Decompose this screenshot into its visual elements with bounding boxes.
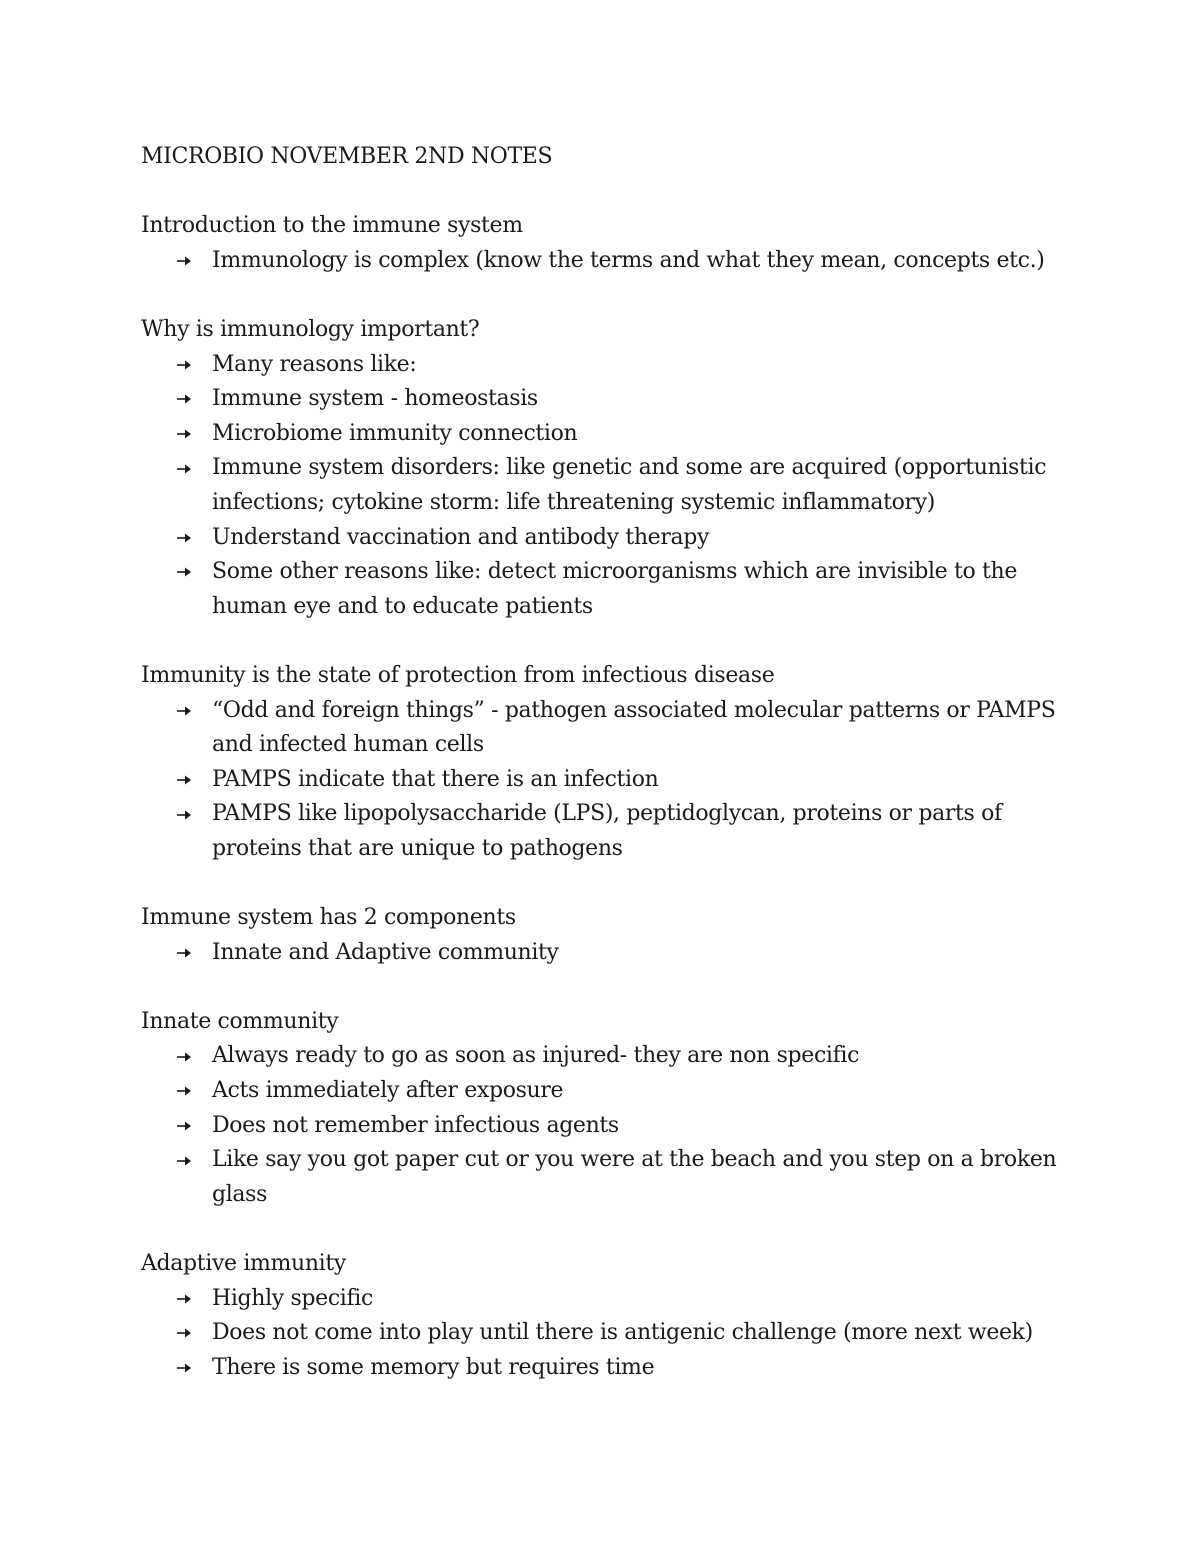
notes-section-3	[141, 659, 1071, 867]
right-arrow-icon	[176, 348, 212, 383]
bullet-text: Does not remember infectious agents	[212, 1112, 619, 1138]
right-arrow-icon	[176, 1316, 212, 1351]
bullet-text: There is some memory but requires time	[212, 1354, 655, 1380]
section-heading: Innate community	[141, 1008, 339, 1034]
right-arrow-icon	[176, 694, 212, 729]
notes-section-6	[141, 1247, 1071, 1385]
right-arrow-icon	[176, 797, 212, 832]
bullet-text: Immunology is complex (know the terms and what they mean, concepts etc.)	[212, 247, 1045, 273]
bullet-text: Immune system - homeostasis	[212, 386, 538, 412]
notes-section-1	[141, 209, 1071, 278]
list-item	[141, 244, 1071, 279]
bullet-text: Highly specific	[212, 1285, 373, 1311]
bullet-text: Microbiome immunity connection	[212, 420, 578, 446]
notes-section-4	[141, 901, 1071, 970]
bullet-text: Many reasons like:	[212, 351, 417, 377]
list-item	[141, 1039, 1071, 1074]
right-arrow-icon	[176, 451, 212, 486]
section-heading: Adaptive immunity	[141, 1251, 346, 1276]
section-heading: Immunity is the state of protection from infectious disease	[141, 662, 775, 688]
right-arrow-icon	[176, 382, 212, 417]
bullet-text: Like say you got paper cut or you were at the beach and you step on a broken glass	[212, 1147, 1057, 1207]
right-arrow-icon	[176, 1351, 212, 1386]
section-heading: Introduction to the immune system	[141, 213, 523, 239]
section-heading: Immune system has 2 components	[141, 905, 516, 931]
list-item	[141, 1282, 1071, 1317]
list-item	[141, 797, 1071, 866]
section-heading: Why is immunology important?	[141, 316, 480, 342]
right-arrow-icon	[176, 936, 212, 971]
right-arrow-icon	[176, 1039, 212, 1074]
list-item	[141, 521, 1071, 556]
bullet-text: PAMPS indicate that there is an infection	[212, 766, 659, 792]
right-arrow-icon	[176, 244, 212, 279]
right-arrow-icon	[176, 555, 212, 590]
bullet-text: Innate and Adaptive community	[212, 939, 559, 965]
bullet-list	[141, 1039, 1071, 1212]
document-title: MICROBIO NOVEMBER 2ND NOTES	[141, 144, 553, 169]
right-arrow-icon	[176, 417, 212, 452]
list-item	[141, 936, 1071, 971]
bullet-text: Does not come into play until there is antigenic challenge (more next week)	[212, 1320, 1033, 1346]
right-arrow-icon	[176, 1109, 212, 1144]
list-item	[141, 1316, 1071, 1351]
bullet-text: Some other reasons like: detect microorganisms which are invisible to the human eye and to educate patients	[212, 559, 1017, 619]
list-item	[141, 451, 1071, 520]
bullet-text: Always ready to go as soon as injured- they are non specific	[212, 1043, 860, 1069]
bullet-list	[141, 936, 1071, 971]
sections-container	[141, 209, 1071, 1385]
list-item	[141, 555, 1071, 624]
bullet-text: Immune system disorders: like genetic and some are acquired (opportunistic infections; cytokine storm: life threatening systemic inflammatory)	[212, 455, 1047, 515]
bullet-list	[141, 694, 1071, 867]
notes-section-2	[141, 313, 1071, 624]
list-item	[141, 1351, 1071, 1386]
bullet-text: Acts immediately after exposure	[212, 1078, 564, 1104]
list-item	[141, 348, 1071, 383]
right-arrow-icon	[176, 1074, 212, 1109]
list-item	[141, 694, 1071, 763]
list-item	[141, 1109, 1071, 1144]
bullet-text: Understand vaccination and antibody therapy	[212, 524, 710, 550]
notes-content	[141, 140, 1071, 1385]
list-item	[141, 1143, 1071, 1212]
bullet-list	[141, 244, 1071, 279]
right-arrow-icon	[176, 521, 212, 556]
list-item	[141, 382, 1071, 417]
right-arrow-icon	[176, 763, 212, 798]
bullet-list	[141, 348, 1071, 625]
list-item	[141, 1074, 1071, 1109]
bullet-text: “Odd and foreign things” - pathogen associated molecular patterns or PAMPS and infected human cells	[212, 697, 1056, 758]
bullet-list	[141, 1282, 1071, 1386]
list-item	[141, 763, 1071, 798]
notes-section-5	[141, 1005, 1071, 1213]
bullet-text: PAMPS like lipopolysaccharide (LPS), peptidoglycan, proteins or parts of proteins that are unique to pathogens	[212, 801, 1002, 861]
right-arrow-icon	[176, 1282, 212, 1317]
list-item	[141, 417, 1071, 452]
right-arrow-icon	[176, 1143, 212, 1178]
